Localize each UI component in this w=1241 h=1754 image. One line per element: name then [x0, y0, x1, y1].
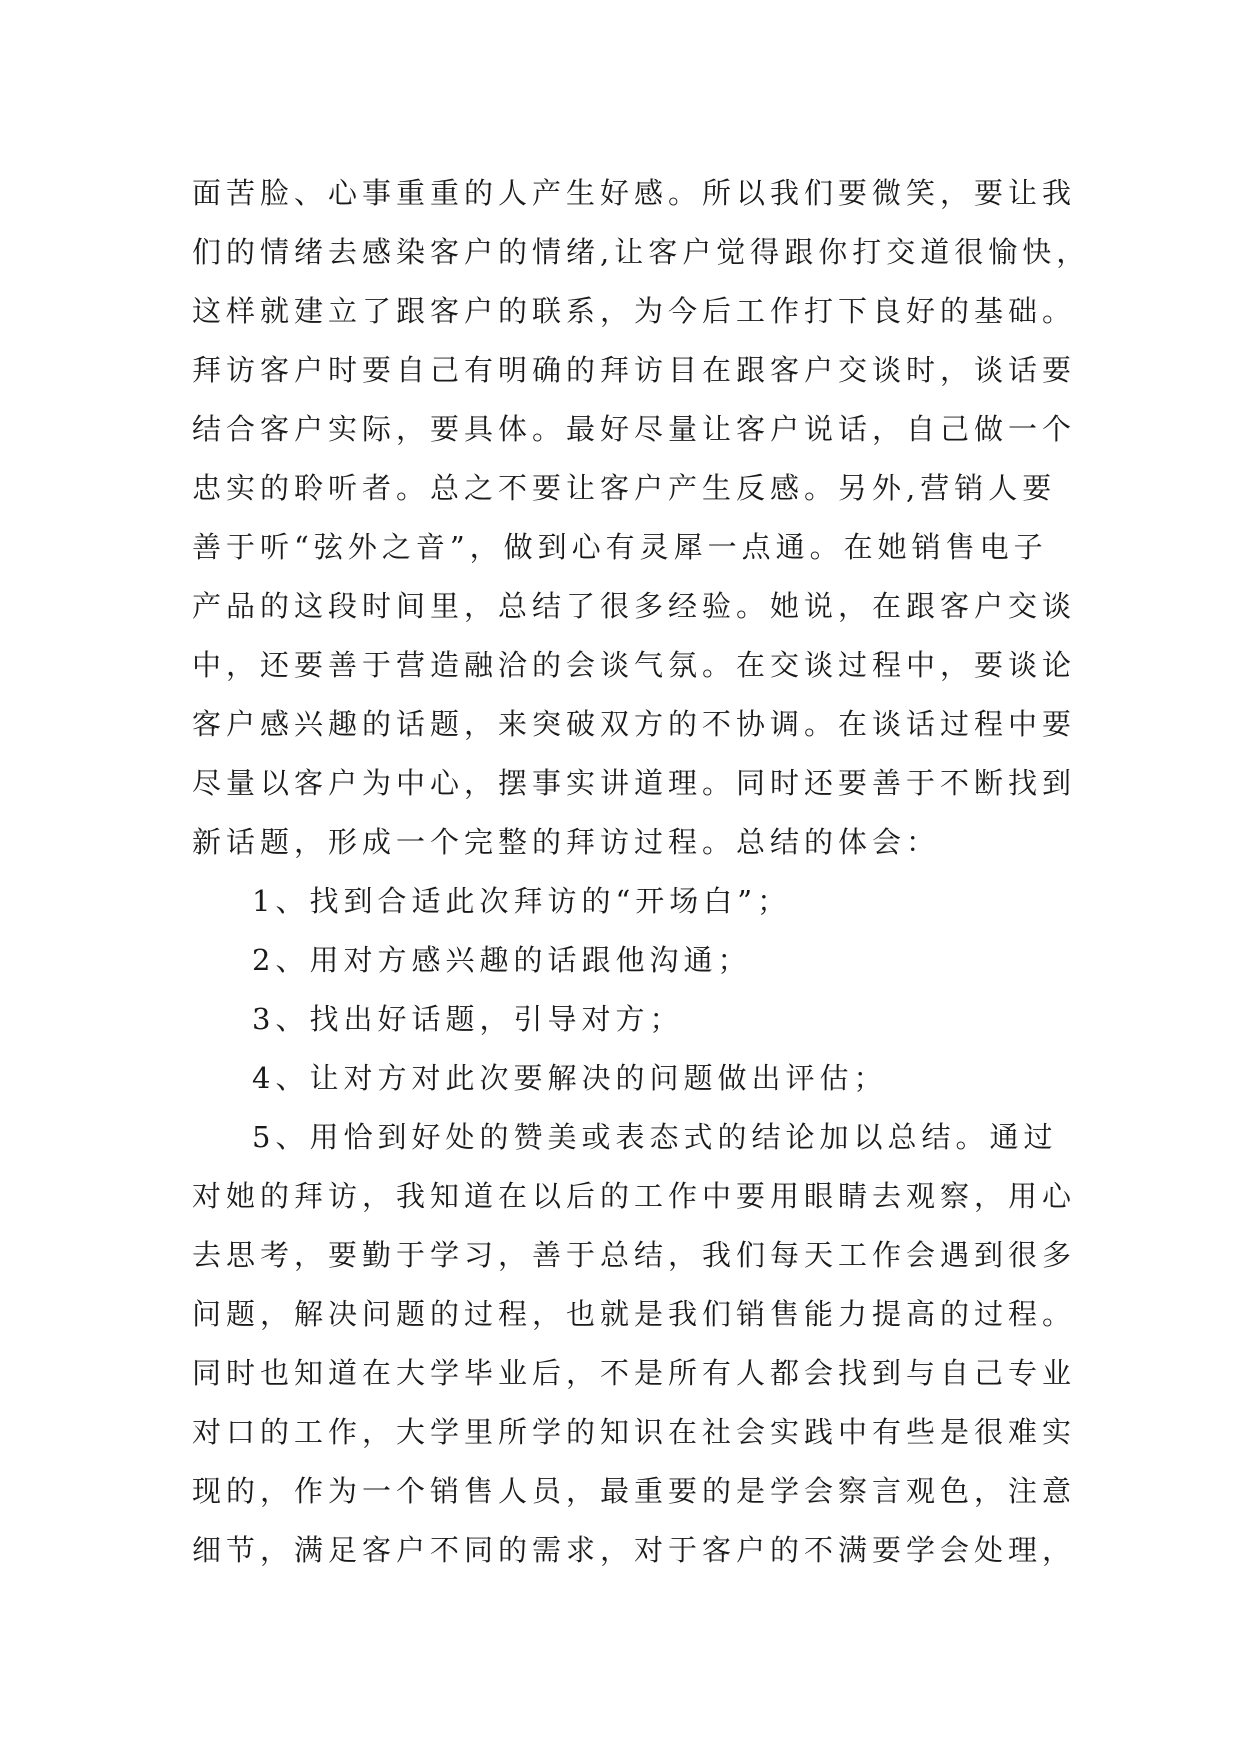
text-line: 问题，解决问题的过程，也就是我们销售能力提高的过程。: [192, 1297, 1077, 1331]
text-line: 面苦脸、心事重重的人产生好感。所以我们要微笑，要让我: [192, 176, 1077, 210]
list-item: 2、用对方感兴趣的话跟他沟通；: [252, 943, 752, 977]
text-line: 产品的这段时间里，总结了很多经验。她说，在跟客户交谈: [192, 589, 1077, 623]
text-line: 客户感兴趣的话题，来突破双方的不协调。在谈话过程中要: [192, 707, 1077, 741]
text-line: 对口的工作，大学里所学的知识在社会实践中有些是很难实: [192, 1415, 1077, 1449]
list-item: 1、找到合适此次拜访的“开场白”；: [252, 884, 792, 918]
text-line: 细节，满足客户不同的需求，对于客户的不满要学会处理，: [192, 1533, 1077, 1567]
text-line: 现的，作为一个销售人员，最重要的是学会察言观色，注意: [192, 1474, 1077, 1508]
text-line: 新话题，形成一个完整的拜访过程。总结的体会：: [192, 825, 941, 859]
text-line: 对她的拜访，我知道在以后的工作中要用眼睛去观察，用心: [192, 1179, 1077, 1213]
list-item: 4、让对方对此次要解决的问题做出评估；: [252, 1061, 888, 1095]
text-line: 结合客户实际，要具体。最好尽量让客户说话，自己做一个: [192, 412, 1077, 446]
body-text: [192, 164, 1092, 1580]
text-line: 忠实的聆听者。总之不要让客户产生反感。另外,营销人要: [192, 471, 1057, 505]
text-line: 善于听“弦外之音”，做到心有灵犀一点通。在她销售电子: [192, 530, 1048, 564]
text-line: 尽量以客户为中心，摆事实讲道理。同时还要善于不断找到: [192, 766, 1077, 800]
text-line: 中，还要善于营造融洽的会谈气氛。在交谈过程中，要谈论: [192, 648, 1077, 682]
list-item: 3、找出好话题，引导对方；: [252, 1002, 684, 1036]
text-line: 们的情绪去感染客户的情绪,让客户觉得跟你打交道很愉快，: [192, 235, 1091, 269]
text-line: 这样就建立了跟客户的联系，为今后工作打下良好的基础。: [192, 294, 1077, 328]
text-line: 同时也知道在大学毕业后，不是所有人都会找到与自己专业: [192, 1356, 1077, 1390]
text-line: 拜访客户时要自己有明确的拜访目在跟客户交谈时，谈话要: [192, 353, 1077, 387]
text-line: 去思考，要勤于学习，善于总结，我们每天工作会遇到很多: [192, 1238, 1077, 1272]
list-item: 5、用恰到好处的赞美或表态式的结论加以总结。通过: [252, 1120, 1058, 1154]
